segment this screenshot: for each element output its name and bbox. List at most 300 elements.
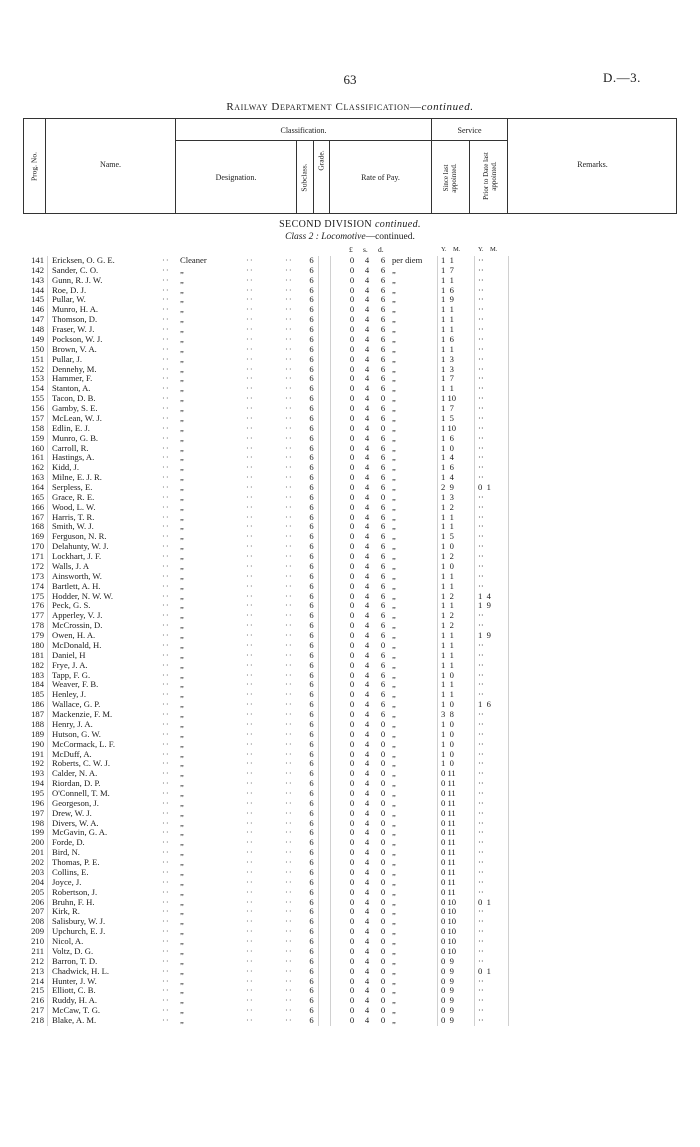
row-prior: ·· — [478, 284, 484, 295]
row-pay-pounds: 0 — [349, 728, 355, 739]
row-prior: ·· — [478, 531, 484, 542]
leader-dots: ·· — [285, 630, 293, 641]
row-pay-period: „ — [392, 738, 396, 749]
row-since-last: 1 0 — [441, 541, 454, 552]
row-since-last: 0 10 — [441, 936, 457, 947]
leader-dots: ·· — [285, 787, 293, 798]
row-name: Bird, N. — [52, 847, 80, 858]
row-subclass: 6 — [309, 304, 314, 315]
row-since-last: 0 11 — [441, 787, 456, 798]
leader-dots: ·· — [162, 1014, 170, 1025]
leader-dots: ·· — [246, 936, 254, 947]
row-name: Forde, D. — [52, 837, 85, 848]
row-pay-pounds: 0 — [349, 975, 355, 986]
row-pay-period: „ — [392, 442, 396, 453]
leader-dots: ·· — [246, 462, 254, 473]
row-prior: ·· — [478, 304, 484, 315]
row-prior: ·· — [478, 797, 484, 808]
row-designation: „ — [180, 501, 184, 512]
row-pay-pence: 0 — [380, 817, 386, 828]
row-subclass: 6 — [309, 383, 314, 394]
row-prog-no: 169 — [31, 531, 44, 542]
row-designation: „ — [180, 709, 184, 720]
row-pay-shillings: 4 — [364, 541, 370, 552]
leader-dots: ·· — [285, 590, 293, 601]
row-prog-no: 145 — [31, 294, 44, 305]
row-subclass: 6 — [309, 600, 314, 611]
row-subclass: 6 — [309, 906, 314, 917]
leader-dots: ·· — [285, 314, 293, 325]
row-pay-pence: 6 — [380, 699, 386, 710]
row-prior: ·· — [478, 274, 484, 285]
leader-dots: ·· — [162, 965, 170, 976]
row-pay-pounds: 0 — [349, 699, 355, 710]
row-pay-shillings: 4 — [364, 758, 370, 769]
leader-dots: ·· — [285, 620, 293, 631]
row-pay-shillings: 4 — [364, 817, 370, 828]
row-pay-period: „ — [392, 373, 396, 384]
row-since-last: 1 1 — [441, 324, 454, 335]
row-designation: „ — [180, 995, 184, 1006]
row-subclass: 6 — [309, 748, 314, 759]
row-pay-shillings: 4 — [364, 630, 370, 641]
leader-dots: ·· — [285, 827, 293, 838]
leader-dots: ·· — [285, 709, 293, 720]
row-pay-period: „ — [392, 353, 396, 364]
row-name: Bruhn, F. H. — [52, 896, 95, 907]
leader-dots: ·· — [246, 649, 254, 660]
leader-dots: ·· — [246, 551, 254, 562]
row-pay-pounds: 0 — [349, 787, 355, 798]
leader-dots: ·· — [162, 580, 170, 591]
row-designation: „ — [180, 669, 184, 680]
row-designation: „ — [180, 491, 184, 502]
row-designation: „ — [180, 738, 184, 749]
class-label: Class 2 : Locomotive — [285, 232, 366, 242]
row-subclass: 6 — [309, 886, 314, 897]
row-pay-shillings: 4 — [364, 699, 370, 710]
row-pay-period: „ — [392, 1014, 396, 1025]
row-pay-pence: 6 — [380, 343, 386, 354]
leader-dots: ·· — [162, 945, 170, 956]
leader-dots: ·· — [285, 857, 293, 868]
row-name: Henley, J. — [52, 689, 87, 700]
leader-dots: ·· — [285, 847, 293, 858]
header-name: Name. — [99, 160, 122, 169]
header-remarks: Remarks. — [577, 160, 608, 169]
row-prog-no: 185 — [31, 689, 44, 700]
row-prog-no: 217 — [31, 1005, 44, 1016]
row-subclass: 6 — [309, 393, 314, 404]
leader-dots: ·· — [162, 718, 170, 729]
row-designation: „ — [180, 531, 184, 542]
row-since-last: 1 1 — [441, 255, 454, 265]
row-pay-period: „ — [392, 580, 396, 591]
leader-dots: ·· — [246, 689, 254, 700]
row-subclass: 6 — [309, 333, 314, 344]
leader-dots: ·· — [285, 294, 293, 305]
row-prog-no: 147 — [31, 314, 44, 325]
row-prog-no: 181 — [31, 649, 44, 660]
row-pay-shillings: 4 — [364, 600, 370, 611]
row-name: Hodder, N. W. W. — [52, 590, 114, 601]
row-subclass: 6 — [309, 412, 314, 423]
row-pay-period: „ — [392, 728, 396, 739]
row-pay-pounds: 0 — [349, 255, 355, 265]
row-pay-shillings: 4 — [364, 620, 370, 631]
row-pay-shillings: 4 — [364, 936, 370, 947]
row-subclass: 6 — [309, 620, 314, 631]
row-pay-shillings: 4 — [364, 797, 370, 808]
leader-dots: ·· — [285, 580, 293, 591]
row-designation: Cleaner — [180, 255, 207, 265]
row-designation: „ — [180, 600, 184, 611]
row-pay-pence: 0 — [380, 847, 386, 858]
leader-dots: ·· — [285, 531, 293, 542]
row-name: Roe, D. J. — [52, 284, 87, 295]
column-rule — [47, 256, 48, 1026]
row-pay-shillings: 4 — [364, 787, 370, 798]
row-name: Apperley, V. J. — [52, 610, 103, 621]
row-pay-pounds: 0 — [349, 630, 355, 641]
row-pay-period: „ — [392, 639, 396, 650]
row-subclass: 6 — [309, 264, 314, 275]
leader-dots: ·· — [162, 807, 170, 818]
leader-dots: ·· — [162, 304, 170, 315]
leader-dots: ·· — [162, 985, 170, 996]
leader-dots: ·· — [285, 876, 293, 887]
leader-dots: ·· — [285, 1005, 293, 1016]
row-subclass: 6 — [309, 827, 314, 838]
row-prog-no: 192 — [31, 758, 44, 769]
row-since-last: 1 6 — [441, 284, 454, 295]
row-prior: ·· — [478, 975, 484, 986]
row-prior: ·· — [478, 679, 484, 690]
row-name: Pullar, W. — [52, 294, 86, 305]
row-prior: ·· — [478, 393, 484, 404]
row-pay-pounds: 0 — [349, 945, 355, 956]
row-subclass: 6 — [309, 255, 314, 265]
row-prior: ·· — [478, 264, 484, 275]
row-name: McGavin, G. A. — [52, 827, 108, 838]
row-prior: ·· — [478, 748, 484, 759]
row-since-last: 1 7 — [441, 264, 454, 275]
row-designation: „ — [180, 304, 184, 315]
row-pay-pounds: 0 — [349, 462, 355, 473]
row-prior: ·· — [478, 491, 484, 502]
row-since-last: 1 1 — [441, 679, 454, 690]
row-pay-period: „ — [392, 511, 396, 522]
leader-dots: ·· — [285, 255, 293, 265]
row-pay-period: „ — [392, 975, 396, 986]
row-pay-pence: 0 — [380, 491, 386, 502]
row-pay-pounds: 0 — [349, 807, 355, 818]
row-prog-no: 208 — [31, 916, 44, 927]
leader-dots: ·· — [246, 403, 254, 414]
row-pay-pounds: 0 — [349, 718, 355, 729]
row-designation: „ — [180, 955, 184, 966]
row-prior: ·· — [478, 669, 484, 680]
leader-dots: ·· — [246, 787, 254, 798]
row-pay-shillings: 4 — [364, 580, 370, 591]
row-since-last: 0 11 — [441, 847, 456, 858]
leader-dots: ·· — [246, 570, 254, 581]
row-pay-period: „ — [392, 926, 396, 937]
row-pay-shillings: 4 — [364, 472, 370, 483]
row-designation: „ — [180, 916, 184, 927]
row-since-last: 1 0 — [441, 560, 454, 571]
leader-dots: ·· — [162, 324, 170, 335]
row-since-last: 0 10 — [441, 926, 457, 937]
leader-dots: ·· — [285, 541, 293, 552]
row-subclass: 6 — [309, 590, 314, 601]
row-designation: „ — [180, 521, 184, 532]
row-name: Blake, A. M. — [52, 1014, 97, 1025]
row-pay-period: „ — [392, 689, 396, 700]
row-designation: „ — [180, 462, 184, 473]
row-prior: ·· — [478, 1014, 484, 1025]
row-pay-shillings: 4 — [364, 847, 370, 858]
leader-dots: ·· — [246, 896, 254, 907]
row-prior: ·· — [478, 1005, 484, 1016]
row-pay-shillings: 4 — [364, 866, 370, 877]
row-prog-no: 184 — [31, 679, 44, 690]
row-pay-pence: 0 — [380, 955, 386, 966]
section-division-continued: continued. — [374, 219, 421, 230]
leader-dots: ·· — [285, 521, 293, 532]
row-designation: „ — [180, 639, 184, 650]
header-grade: Grade. — [316, 150, 326, 171]
row-name: McCormack, L. F. — [52, 738, 116, 749]
row-pay-pounds: 0 — [349, 570, 355, 581]
row-designation: „ — [180, 284, 184, 295]
row-designation: „ — [180, 748, 184, 759]
row-since-last: 1 0 — [441, 442, 454, 453]
row-since-last: 0 10 — [441, 896, 457, 907]
row-designation: „ — [180, 689, 184, 700]
leader-dots: ·· — [285, 995, 293, 1006]
row-prog-no: 151 — [31, 353, 44, 364]
row-prior: ·· — [478, 768, 484, 779]
leader-dots: ·· — [162, 422, 170, 433]
row-subclass: 6 — [309, 630, 314, 641]
row-pay-pence: 6 — [380, 363, 386, 374]
leader-dots: ·· — [162, 393, 170, 404]
row-pay-period: „ — [392, 422, 396, 433]
row-prog-no: 149 — [31, 333, 44, 344]
row-pay-period: „ — [392, 669, 396, 680]
row-pay-shillings: 4 — [364, 501, 370, 512]
header-since-last: Since last appointed. — [442, 163, 458, 193]
row-prior: ·· — [478, 333, 484, 344]
row-prog-no: 157 — [31, 412, 44, 423]
row-subclass: 6 — [309, 718, 314, 729]
leader-dots: ·· — [162, 560, 170, 571]
leader-dots: ·· — [246, 965, 254, 976]
row-pay-shillings: 4 — [364, 906, 370, 917]
row-pay-period: „ — [392, 857, 396, 868]
row-prog-no: 191 — [31, 748, 44, 759]
row-prog-no: 209 — [31, 926, 44, 937]
row-prior: ·· — [478, 689, 484, 700]
row-pay-shillings: 4 — [364, 1014, 370, 1025]
row-pay-pence: 6 — [380, 590, 386, 601]
row-pay-shillings: 4 — [364, 837, 370, 848]
row-pay-pence: 0 — [380, 718, 386, 729]
row-subclass: 6 — [309, 807, 314, 818]
row-since-last: 3 8 — [441, 709, 454, 720]
row-pay-period: „ — [392, 827, 396, 838]
row-pay-shillings: 4 — [364, 531, 370, 542]
row-pay-shillings: 4 — [364, 689, 370, 700]
row-designation: „ — [180, 866, 184, 877]
row-since-last: 1 2 — [441, 501, 454, 512]
row-prior: ·· — [478, 857, 484, 868]
row-pay-pounds: 0 — [349, 333, 355, 344]
row-pay-shillings: 4 — [364, 718, 370, 729]
row-pay-period: per diem — [392, 255, 423, 265]
row-pay-shillings: 4 — [364, 373, 370, 384]
row-name: Fraser, W. J. — [52, 324, 95, 335]
row-since-last: 1 1 — [441, 570, 454, 581]
leader-dots: ·· — [162, 847, 170, 858]
row-pay-pounds: 0 — [349, 748, 355, 759]
leader-dots: ·· — [285, 679, 293, 690]
row-name: Frye, J. A. — [52, 659, 88, 670]
leader-dots: ·· — [246, 284, 254, 295]
row-subclass: 6 — [309, 837, 314, 848]
row-since-last: 0 9 — [441, 995, 454, 1006]
row-pay-pence: 0 — [380, 866, 386, 877]
row-name: Elliott, C. B. — [52, 985, 96, 996]
row-pay-pounds: 0 — [349, 639, 355, 650]
row-prior: ·· — [478, 787, 484, 798]
leader-dots: ·· — [162, 255, 170, 265]
row-name: Wood, L. W. — [52, 501, 96, 512]
row-pay-pence: 6 — [380, 600, 386, 611]
row-subclass: 6 — [309, 531, 314, 542]
row-designation: „ — [180, 876, 184, 887]
document-reference: D.—3. — [603, 70, 641, 85]
leader-dots: ·· — [246, 659, 254, 670]
row-prog-no: 206 — [31, 896, 44, 907]
row-pay-shillings: 4 — [364, 294, 370, 305]
row-prog-no: 170 — [31, 541, 44, 552]
row-since-last: 1 0 — [441, 758, 454, 769]
leader-dots: ·· — [162, 738, 170, 749]
row-name: Ferguson, N. R. — [52, 531, 107, 542]
row-prior: ·· — [478, 343, 484, 354]
row-pay-shillings: 4 — [364, 551, 370, 562]
row-pay-shillings: 4 — [364, 560, 370, 571]
row-subclass: 6 — [309, 551, 314, 562]
row-prior: 0 1 — [478, 482, 491, 492]
leader-dots: ·· — [246, 768, 254, 779]
row-pay-shillings: 4 — [364, 876, 370, 887]
row-pay-period: „ — [392, 906, 396, 917]
leader-dots: ·· — [285, 748, 293, 759]
row-subclass: 6 — [309, 501, 314, 512]
row-designation: „ — [180, 787, 184, 798]
row-name: McCrossin, D. — [52, 620, 103, 631]
row-since-last: 0 11 — [441, 827, 456, 838]
row-prior: ·· — [478, 936, 484, 947]
row-prog-no: 164 — [31, 482, 44, 492]
row-since-last: 1 0 — [441, 728, 454, 739]
row-name: Serpless, E. — [52, 482, 93, 492]
row-prog-no: 216 — [31, 995, 44, 1006]
leader-dots: ·· — [246, 363, 254, 374]
row-designation: „ — [180, 333, 184, 344]
leader-dots: ·· — [162, 936, 170, 947]
leader-dots: ·· — [285, 807, 293, 818]
row-name: Munro, G. B. — [52, 432, 99, 443]
row-subclass: 6 — [309, 896, 314, 907]
row-pay-pence: 0 — [380, 797, 386, 808]
row-prog-no: 218 — [31, 1014, 44, 1025]
leader-dots: ·· — [246, 748, 254, 759]
row-prior: ·· — [478, 758, 484, 769]
row-prior: ·· — [478, 955, 484, 966]
row-pay-pounds: 0 — [349, 284, 355, 295]
row-since-last: 0 11 — [441, 866, 456, 877]
row-prog-no: 177 — [31, 610, 44, 621]
row-pay-pounds: 0 — [349, 511, 355, 522]
row-prog-no: 159 — [31, 432, 44, 443]
row-prog-no: 189 — [31, 728, 44, 739]
row-pay-pence: 6 — [380, 462, 386, 473]
row-pay-shillings: 4 — [364, 590, 370, 601]
row-name: Thomson, D. — [52, 314, 98, 325]
row-subclass: 6 — [309, 521, 314, 532]
row-designation: „ — [180, 728, 184, 739]
row-since-last: 1 3 — [441, 353, 454, 364]
row-subclass: 6 — [309, 709, 314, 720]
row-prog-no: 141 — [31, 255, 44, 265]
row-prog-no: 176 — [31, 600, 44, 611]
row-since-last: 0 11 — [441, 768, 456, 779]
leader-dots: ·· — [285, 896, 293, 907]
row-pay-pounds: 0 — [349, 758, 355, 769]
leader-dots: ·· — [285, 866, 293, 877]
header-classification: Classification. — [280, 126, 327, 135]
row-pay-period: „ — [392, 876, 396, 887]
row-pay-shillings: 4 — [364, 857, 370, 868]
leader-dots: ·· — [246, 590, 254, 601]
row-prog-no: 183 — [31, 669, 44, 680]
table-row — [0, 434, 700, 444]
row-pay-period: „ — [392, 274, 396, 285]
row-name: Peck, G. S. — [52, 600, 91, 611]
row-pay-period: „ — [392, 995, 396, 1006]
row-pay-period: „ — [392, 482, 396, 492]
leader-dots: ·· — [246, 699, 254, 710]
row-since-last: 1 7 — [441, 373, 454, 384]
row-pay-period: „ — [392, 1005, 396, 1016]
row-pay-shillings: 4 — [364, 649, 370, 660]
row-prog-no: 186 — [31, 699, 44, 710]
leader-dots: ·· — [246, 610, 254, 621]
row-prior: 1 4 — [478, 590, 491, 601]
row-since-last: 1 1 — [441, 314, 454, 325]
row-prior: ·· — [478, 866, 484, 877]
row-prog-no: 204 — [31, 876, 44, 887]
row-pay-period: „ — [392, 363, 396, 374]
row-subclass: 6 — [309, 787, 314, 798]
leader-dots: ·· — [285, 778, 293, 789]
row-designation: „ — [180, 422, 184, 433]
row-prior: ·· — [478, 373, 484, 384]
